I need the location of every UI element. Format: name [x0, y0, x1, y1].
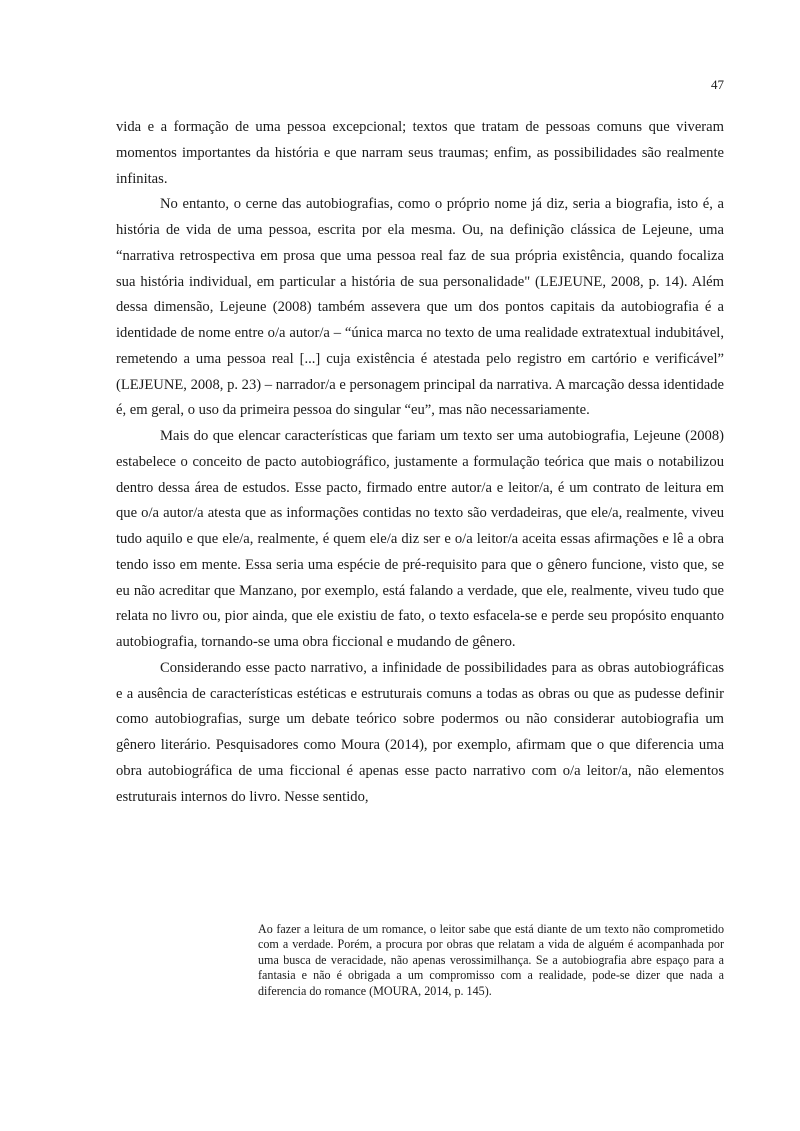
paragraph-autobiographical-pact: Mais do que elencar características que fariam um texto ser uma autobiografia, Lejeune (2008) estabelece o conceito de pacto autobiográfico, justamente a formulação teórica que mais o notabilizou dentro dessa área de estudos. Esse pacto, firmado entre autor/a e leitor/a, é um contrato de leitura em que o/a autor/a atesta que as informações contidas no texto são verdadeiras, que ele/a, realmente, viveu tudo aquilo e que ele/a, realmente, é quem ele/a diz ser e o/a leitor/a aceita essas afirmações e lê a obra tendo isso em mente. Essa seria uma espécie de pré-requisito para que o gênero funcione, visto que, se eu não acreditar que Manzano, por exemplo, está falando a verdade, que ele, realmente, viveu tudo que relata no livro ou, pior ainda, que ele existiu de fato, o texto esfacela-se e perde seu propósito enquanto autobiografia, tornando-se uma obra ficcional e mudando de gênero.	[116, 428, 724, 650]
paragraph-autobiography-core: No entanto, o cerne das autobiografias, como o próprio nome já diz, seria a biografia, isto é, a história de vida de uma pessoa, escrita por ela mesma. Ou, na definição clássica de Lejeune, uma “narrativa retrospectiva em prosa que uma pessoa real faz de sua própria existência, quando focaliza sua história individual, em particular a história de sua personalidade" (LEJEUNE, 2008, p. 14). Além dessa dimensão, Lejeune (2008) também assevera que um dos pontos capitais da autobiografia é a identidade de nome entre o/a autor/a – “única marca no texto de uma realidade extratextual indubitável, remetendo a uma pessoa real [...] cuja existência é atestada pelo registro em cartório e verificável” (LEJEUNE, 2008, p. 23) – narrador/a e personagem principal da narrativa. A marcação dessa identidade é, em geral, o uso da primeira pessoa do singular “eu”, mas não necessariamente.	[116, 196, 724, 419]
paragraph-genre-debate: Considerando esse pacto narrativo, a infinidade de possibilidades para as obras autobiográficas e a ausência de características estéticas e estruturais comuns a todas as obras ou que as pudesse definir como autobiografias, surge um debate teórico sobre podermos ou não considerar autobiografia um gênero literário. Pesquisadores como Moura (2014), por exemplo, afirmam que o que diferencia uma obra autobiográfica de uma ficcional é apenas esse pacto narrativo com o/a leitor/a, não elementos estruturais internos do livro. Nesse sentido,	[116, 659, 724, 805]
body-text	[116, 115, 724, 810]
page-number: 47	[711, 77, 724, 92]
block-quote: Ao fazer a leitura de um romance, o leitor sabe que está diante de um texto não comprometido com a verdade. Porém, a procura por obras que relatam a vida de alguém é acompanhada por uma busca de veracidade, não apenas verossimilhança. Se a autobiografia abre espaço para a fantasia e não é obrigada a um compromisso com a realidade, pode-se dizer que nada a diferencia do romance (MOURA, 2014, p. 145).	[258, 922, 724, 998]
paragraph-continuation: vida e a formação de uma pessoa excepcional; textos que tratam de pessoas comuns que viveram momentos importantes da história e que narram seus traumas; enfim, as possibilidades são realmente infinitas.	[116, 119, 724, 187]
